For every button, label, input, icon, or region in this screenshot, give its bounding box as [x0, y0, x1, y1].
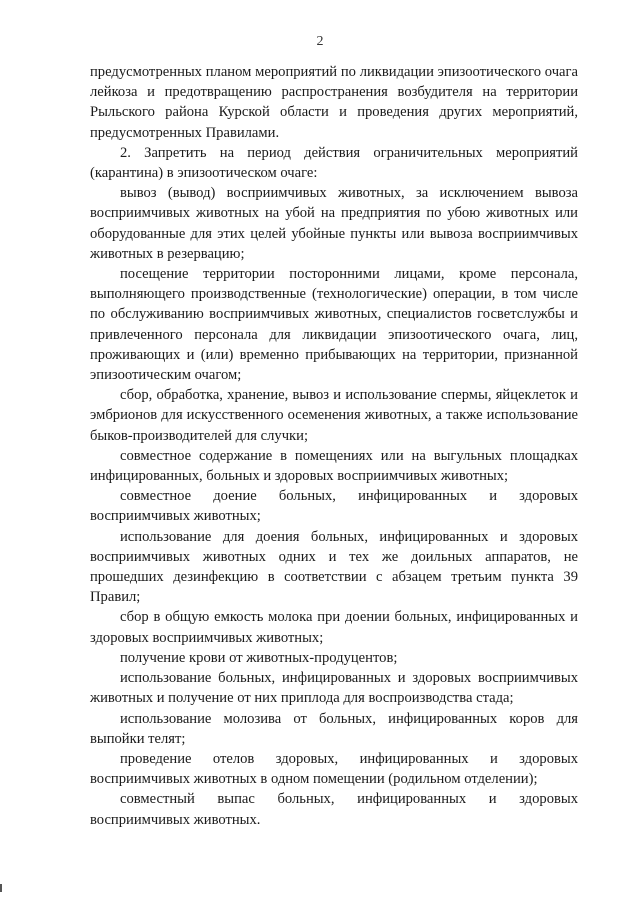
paragraph-breeding-use: использование больных, инфицированных и здоровых восприимчивых животных и получение от них приплода для воспроизводства стада; [90, 670, 578, 707]
paragraph-colostrum: использование молозива от больных, инфицированных коров для выпойки телят; [90, 710, 578, 747]
page-number: 2 [316, 34, 324, 49]
paragraph-calving: проведение отелов здоровых, инфицированных и здоровых восприимчивых животных в одном помещении (родильном отделении); [90, 750, 578, 788]
paragraph-prohibition-intro: 2. Запретить на период действия ограничительных мероприятий (карантина) в эпизоотическом очаге: [90, 144, 578, 182]
paragraph-blood-collection: получение крови от животных-продуцентов; [120, 649, 398, 666]
paragraph-continuation: предусмотренных планом мероприятий по ликвидации эпизоотического очага лейкоза и предотвращению распространения возбудителя на территории Рыльского района Курской области и проведения других мероприятий, предусмотренных Правилами. [90, 64, 578, 141]
paragraph-visitor-access: посещение территории посторонними лицами, кроме персонала, выполняющего производственные (технологические) операции, в том числе по обслуживанию восприимчивых животных, специалистов госветслужбы и привлеченного персонала для ликвидации эпизоотического очага, лиц, проживающих и (или) временно прибывающих на территории, признанной эпизоотическим очагом; [90, 266, 578, 384]
paragraph-semen-embryos: сбор, обработка, хранение, вывоз и использование спермы, яйцеклеток и эмбрионов для искусственного осеменения животных, а также использование быков-производителей для случки; [90, 387, 578, 444]
document-body [90, 62, 578, 830]
scan-edge-mark [0, 884, 2, 892]
paragraph-milking-equipment: использование для доения больных, инфицированных и здоровых восприимчивых животных одних и тех же доильных аппаратов, не прошедших дезинфекцию в соответствии с абзацем третьим пункта 39 Правил; [90, 528, 578, 606]
paragraph-joint-milking: совместное доение больных, инфицированных и здоровых восприимчивых животных; [90, 488, 578, 525]
paragraph-grazing: совместный выпас больных, инфицированных и здоровых восприимчивых животных. [90, 791, 578, 828]
paragraph-milk-collection: сбор в общую емкость молока при доении больных, инфицированных и здоровых восприимчивых животных; [90, 609, 578, 646]
paragraph-joint-housing: совместное содержание в помещениях или на выгульных площадках инфицированных, больных и здоровых восприимчивых животных; [90, 447, 578, 485]
paragraph-animal-export: вывоз (вывод) восприимчивых животных, за исключением вывоза восприимчивых животных на убой на предприятия по убою животных или оборудованные для этих целей убойные пункты или вывоза восприимчивых животных в резервацию; [90, 185, 578, 262]
